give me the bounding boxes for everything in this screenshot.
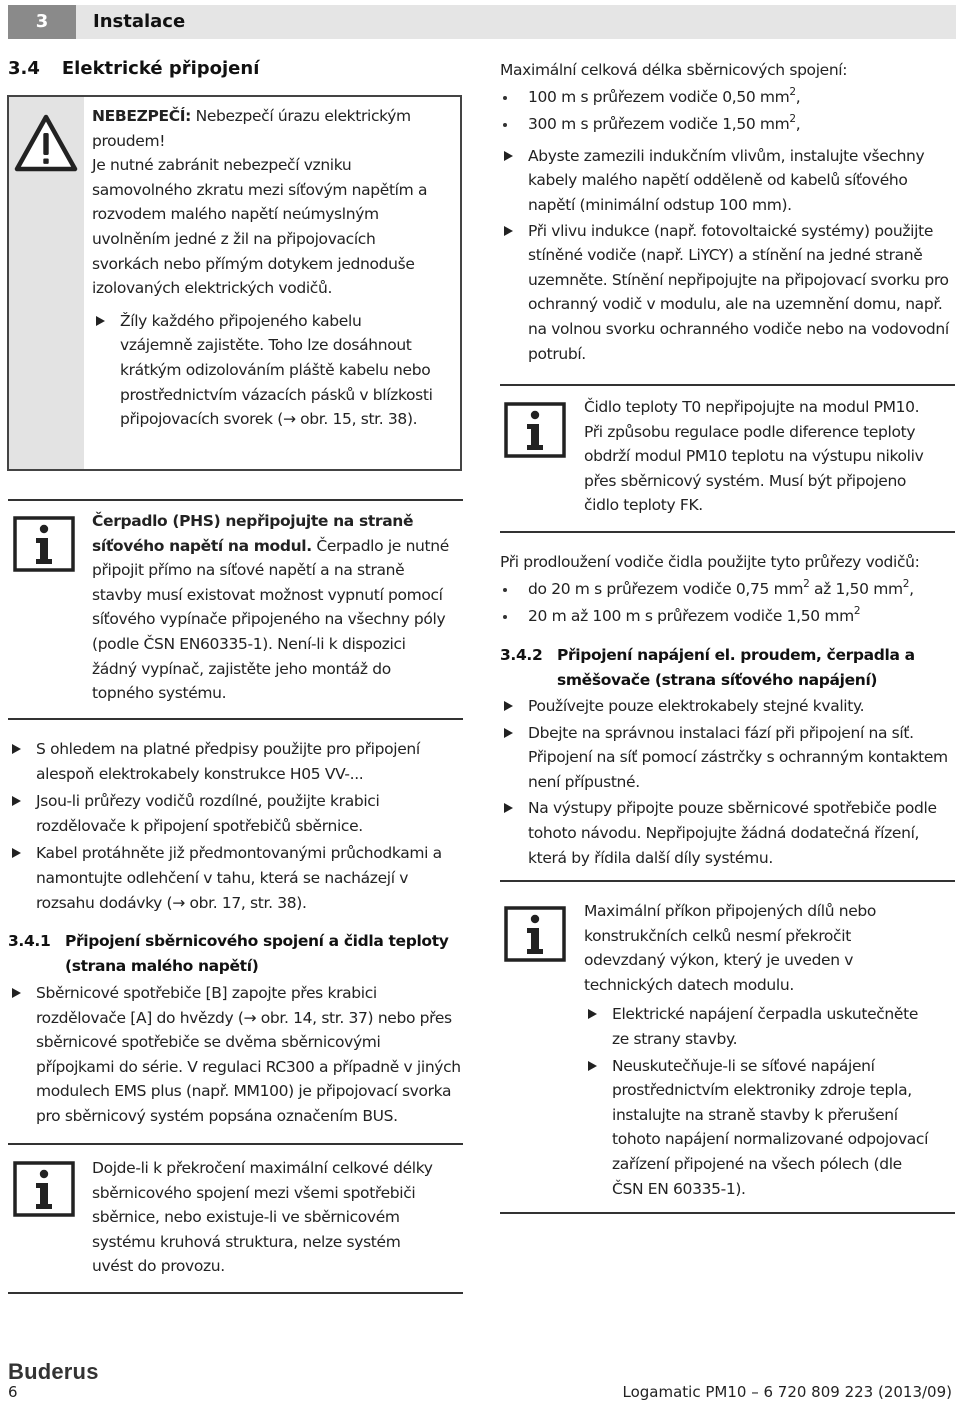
divider xyxy=(8,499,463,501)
bullet-dot-icon xyxy=(503,96,507,100)
divider xyxy=(8,1143,463,1145)
info-icon xyxy=(13,516,75,572)
induction-bullet-list xyxy=(500,144,955,366)
danger-heading xyxy=(92,104,437,153)
bus-length-list xyxy=(500,85,955,137)
list-item: Abyste zamezili indukčním vlivům, instalujte všechny kabely malého napětí odděleně od kabelů síťového napětí (minimální odstup 100 mm). xyxy=(500,144,955,218)
info-power-bullet-list xyxy=(584,1002,934,1201)
divider xyxy=(500,384,955,386)
bullet-triangle-icon xyxy=(12,848,21,858)
chapter-number: 3 xyxy=(8,5,76,39)
subsection-title: Připojení sběrnicového spojení a čidla teploty (strana malého napětí) xyxy=(65,932,449,975)
section-number: 3.4 xyxy=(8,58,40,79)
info-bus-text: Dojde-li k překročení maximální celkové délky sběrnicového spojení mezi všemi spotřebiči sběrnice, nebo existuje-li ve sběrnicovém systému kruhová struktura, nelze systém uvést do provozu. xyxy=(92,1159,433,1276)
danger-content xyxy=(92,104,437,432)
info-icon xyxy=(504,906,566,962)
subsection-title: Připojení napájení el. proudem, čerpadla a směšovače (strana síťového napájení) xyxy=(557,646,915,689)
info-pump-bold: Čerpadlo (PHS) nepřipojujte na straně síťového napětí na modul. xyxy=(92,512,414,555)
divider xyxy=(500,880,955,882)
subsection-342-heading xyxy=(500,643,955,692)
info-power-content xyxy=(584,899,934,1201)
sensor-extension-intro: Při prodloužení vodiče čidla použijte tyto průřezy vodičů: xyxy=(500,553,920,571)
list-item xyxy=(92,309,437,432)
right-top-block xyxy=(500,58,955,366)
danger-bullet-list xyxy=(92,309,437,432)
section-title xyxy=(8,56,259,82)
chapter-title: Instalace xyxy=(93,11,186,32)
list-item: Jsou-li průřezy vodičů rozdílné, použijte krabici rozdělovače k připojení spotřebičů sběrnice. xyxy=(8,789,463,838)
list-item: Elektrické napájení čerpadla uskutečněte ze strany stavby. xyxy=(584,1002,934,1051)
divider xyxy=(8,1292,463,1294)
bullet-triangle-icon xyxy=(12,988,21,998)
list-item: Kabel protáhněte již předmontovanými průchodkami a namontujte odlehčení v tahu, která se nacházejí v rozsahu dodávky (→ obr. 17, str. 38). xyxy=(8,841,463,915)
divider xyxy=(500,1212,955,1214)
left-bullet-list xyxy=(8,737,463,915)
list-item: Na výstupy připojte pouze sběrnicové spotřebiče podle tohoto návodu. Nepřipojujte žádná dodatečná řízení, která by řídila další díly systému. xyxy=(500,796,955,870)
info-power-text: Maximální příkon připojených dílů nebo konstrukčních celků nesmí překročit odevzdaný výkon, který je uveden v technických datech modulu. xyxy=(584,902,877,994)
sensor-extension-list xyxy=(500,577,955,629)
page-number: 6 xyxy=(8,1383,18,1401)
list-item: Dbejte na správnou instalaci fází při připojení na síť. Připojení na síť pomocí zástrčky s ochranným kontaktem není přípustné. xyxy=(500,721,955,795)
subsection-number: 3.4.1 xyxy=(8,932,51,950)
divider xyxy=(8,718,463,720)
list-item: Používejte pouze elektrokabely stejné kvality. xyxy=(500,694,955,719)
divider xyxy=(500,531,955,533)
danger-heading-text: Nebezpečí úrazu elektrickým proudem! xyxy=(92,107,411,150)
brand-logo: Buderus xyxy=(8,1359,99,1384)
bullet-dot-icon xyxy=(503,123,507,127)
list-item: Sběrnicové spotřebiče [B] zapojte přes krabici rozdělovače [A] do hvězdy (→ obr. 14, str. 37) nebo přes sběrnicové spotřebiče se dvěma sběrnicovými přípojkami do série. V regulaci RC300 a případně v jiných modulech EMS plus (např. MM100) je připojovací svorka pro sběrnicový systém popsána označením BUS. xyxy=(8,981,463,1129)
bullet-triangle-icon xyxy=(12,744,21,754)
bus-length-intro: Maximální celková délka sběrnicových spojení: xyxy=(500,61,848,79)
sensor-extension-block xyxy=(500,550,955,629)
document-id: Logamatic PM10 – 6 720 809 223 (2013/09) xyxy=(622,1383,952,1401)
bullet-triangle-icon xyxy=(504,226,513,236)
list-item: do 20 m s průřezem vodiče 0,75 $mm^2$ až 1,50 $mm^2$, xyxy=(500,577,955,602)
danger-bullet-text: Žíly každého připojeného kabelu vzájemně zajistěte. Toho lze dosáhnout krátkým odizolováním pláště kabelu nebo prostřednictvím vázacích pásků v blízkosti připojovacích svorek (→ obr. 15, str. 38). xyxy=(120,311,433,429)
subsection-341-heading xyxy=(8,929,463,978)
subsection-number: 3.4.2 xyxy=(500,646,543,664)
info-pump-body: Čerpadlo je nutné připojit přímo na síťové napětí a na straně stavby musí existovat možnost vypnutí pomocí síťového vypínače připojeného na všechny póly (podle ČSN EN60335-1). Není-li k dispozici žádný vypínač, zajistěte jeho montáž do topného systému. xyxy=(92,536,449,703)
sub342-bullet-list xyxy=(500,694,955,870)
bullet-triangle-icon xyxy=(588,1061,597,1071)
list-item: 20 m až 100 m s průřezem vodiče 1,50 $mm^2$ xyxy=(500,604,955,629)
info-icon xyxy=(504,402,566,458)
bullet-triangle-icon xyxy=(504,803,513,813)
list-item: Neuskutečňuje-li se síťové napájení prostřednictvím elektroniky zdroje tepla, instalujte na straně stavby k přerušení tohoto napájení normalizované odpojovací zařízení připojené na všech pólech (dle ČSN EN 60335-1). xyxy=(584,1054,934,1202)
bullet-triangle-icon xyxy=(12,796,21,806)
list-item: 100 m s průřezem vodiče 0,50 $mm^2$, xyxy=(500,85,955,110)
info-pump-text xyxy=(92,509,452,706)
bullet-triangle-icon xyxy=(504,728,513,738)
sub341-bullet-list xyxy=(8,981,463,1129)
info-t0-text: Čidlo teploty T0 nepřipojujte na modul PM10. Při způsobu regulace podle diference teploty obdrží modul PM10 teplotu na výstupu nikoliv přes sběrnicový systém. Musí být připojeno čidlo teploty FK. xyxy=(584,398,924,515)
warning-triangle-icon xyxy=(14,113,78,173)
bullet-triangle-icon xyxy=(504,701,513,711)
danger-label: NEBEZPEČÍ: xyxy=(92,107,191,125)
bullet-dot-icon xyxy=(503,588,507,592)
bullet-triangle-icon xyxy=(96,316,105,326)
bullet-triangle-icon xyxy=(504,151,513,161)
list-item: Při vlivu indukce (např. fotovoltaické systémy) použijte stíněné vodiče (např. LiYCY) a stínění na jedné straně uzemněte. Stínění nepřipojujte na připojovací svorku pro ochranný vodič v modulu, ale na uzemnění domu, např. na volnou svorku ochranného vodiče nebo na vodovodní potrubí. xyxy=(500,219,955,367)
bullet-dot-icon xyxy=(503,615,507,619)
list-item: 300 m s průřezem vodiče 1,50 $mm^2$, xyxy=(500,112,955,137)
danger-text: Je nutné zabránit nebezpečí vzniku samovolného zkratu mezi síťovým napětím a rozvodem malého napětí neúmyslným uvolněním jedné z žil na připojovacích svorkách nebo přímým dotykem jednoduše izolovaných elektrických vodičů. xyxy=(92,156,428,298)
info-icon xyxy=(13,1161,75,1217)
list-item: S ohledem na platné předpisy použijte pro připojení alespoň elektrokabely konstrukce H05 VV-... xyxy=(8,737,463,786)
bullet-triangle-icon xyxy=(588,1009,597,1019)
section-name: Elektrické připojení xyxy=(61,58,260,79)
